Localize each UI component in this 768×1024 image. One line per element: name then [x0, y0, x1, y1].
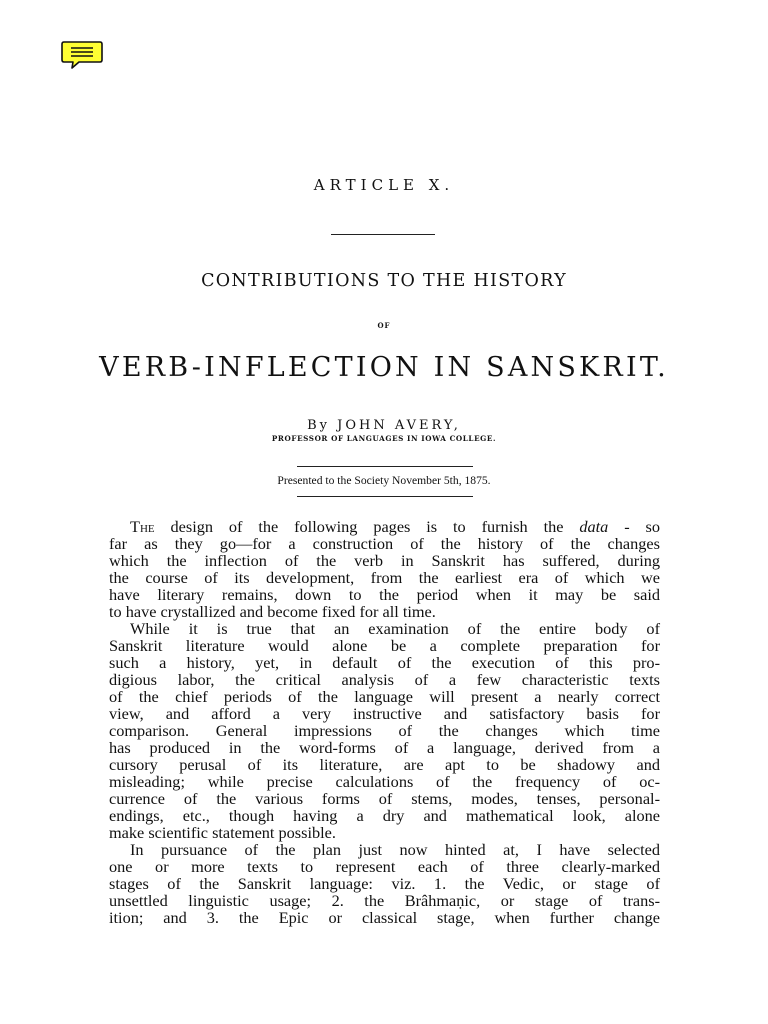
body-line: stages of the Sanskrit language: viz. 1. the Vedic, or stage of [109, 874, 660, 893]
author-name: JOHN AVERY, [337, 418, 461, 433]
body-line: such a history, yet, in default of the execution of this pro- [109, 653, 660, 672]
byline [0, 418, 768, 433]
body-line: endings, etc., though having a dry and mathematical look, alone [109, 806, 660, 825]
divider [297, 466, 473, 467]
lead-word: The [130, 517, 155, 536]
body-line: of the chief periods of the language will present a nearly correct [109, 687, 660, 706]
body-line: one or more texts to represent each of three clearly-marked [109, 857, 660, 876]
body-line: comparison. General impressions of the changes which time [109, 721, 660, 740]
body-line: to have crystallized and become fixed for all time. [109, 602, 436, 621]
body-line: unsettled linguistic usage; 2. the Brâhmaṇic, or stage of trans- [109, 891, 660, 910]
body-line: currence of the various forms of stems, modes, tenses, personal- [109, 789, 660, 808]
body-line: The design of the following pages is to furnish the data - so [130, 517, 660, 536]
comment-note-icon[interactable] [61, 40, 103, 70]
divider [297, 496, 473, 497]
body-line: ition; and 3. the Epic or classical stage, when further change [109, 908, 660, 927]
body-line: misleading; while precise calculations of the frequency of oc- [109, 772, 660, 791]
article-label: ARTICLE X. [313, 176, 455, 194]
byline-by: By [307, 418, 330, 433]
body-line: make scientific statement possible. [109, 823, 336, 842]
body-line: the course of its development, from the earliest era of which we [109, 568, 660, 587]
body-line: Sanskrit literature would alone be a complete preparation for [109, 636, 660, 655]
body-line: has produced in the word-forms of a language, derived from a [109, 738, 660, 757]
body-line: In pursuance of the plan just now hinted at, I have selected [130, 840, 660, 859]
divider [331, 234, 435, 235]
body-line: cursory perusal of its literature, are apt to be shadowy and [109, 755, 660, 774]
emphasis: data [579, 517, 609, 536]
body-line: digious labor, the critical analysis of a few characteristic texts [109, 670, 660, 689]
body-line: While it is true that an examination of the entire body of [130, 619, 660, 638]
title-line-1: CONTRIBUTIONS TO THE HISTORY [201, 271, 567, 291]
title-of: OF [377, 321, 391, 330]
body-line: view, and afford a very instructive and satisfactory basis for [109, 704, 660, 723]
body-line: have literary remains, down to the period when it may be said [109, 585, 660, 604]
author-affiliation: PROFESSOR OF LANGUAGES IN IOWA COLLEGE. [271, 434, 497, 443]
title-line-2: VERB-INFLECTION IN SANSKRIT. [99, 352, 669, 383]
body-line: which the inflection of the verb in Sanskrit has suffered, during [109, 551, 660, 570]
presentation-note: Presented to the Society November 5th, 1875. [277, 474, 491, 487]
body-line: far as they go—for a construction of the history of the changes [109, 534, 660, 553]
